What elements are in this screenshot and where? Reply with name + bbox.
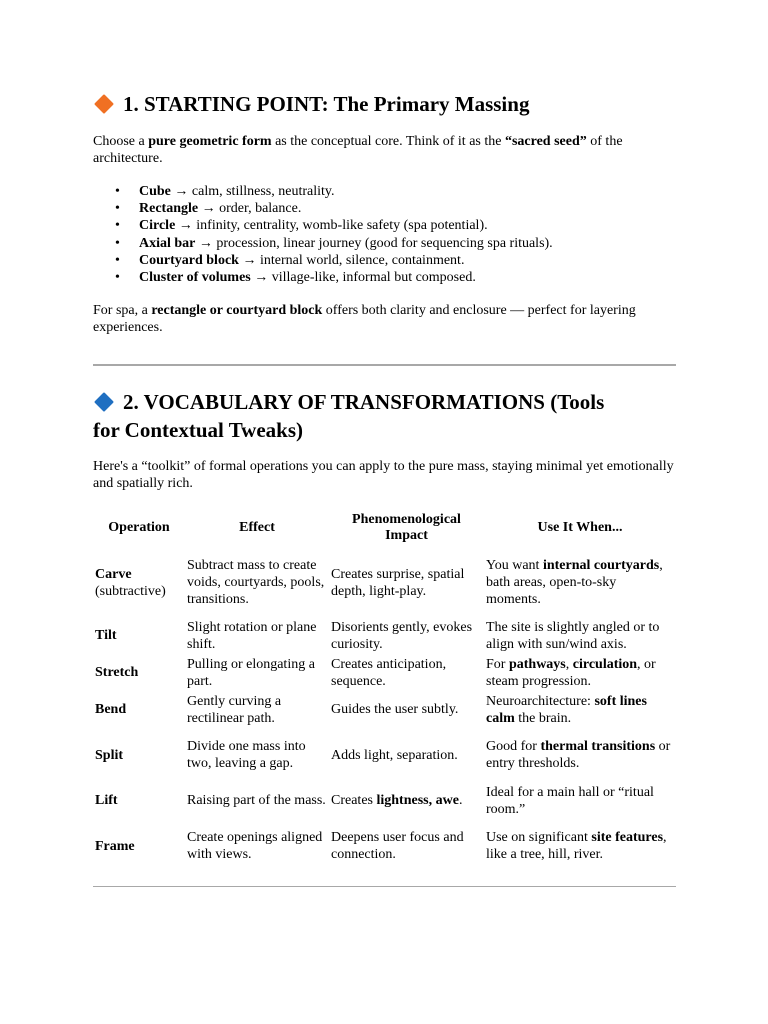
form-list — [115, 183, 675, 286]
operation-name: Tilt — [95, 628, 117, 643]
effect-cell: Subtract mass to create voids, courtyards, pools, transitions. — [187, 558, 325, 607]
operation-cell — [93, 654, 185, 691]
list-term: Circle — [139, 218, 176, 234]
operation-name: Bend — [95, 702, 127, 717]
use-bold: internal courtyards — [542, 558, 660, 573]
table-row — [93, 691, 676, 728]
use-cell: The site is slightly angled or to align with sun/wind axis. — [486, 619, 660, 652]
operation-name: Stretch — [95, 665, 139, 680]
use-bold: site features — [591, 830, 664, 845]
section-2-title-line-2: for Contextual Tweaks) — [93, 418, 303, 442]
bullet-icon: • — [115, 201, 120, 217]
operation-cell — [93, 819, 185, 873]
section-2-heading — [93, 388, 604, 416]
operation-cell — [93, 728, 185, 782]
list-item — [115, 200, 675, 217]
operation-name: Frame — [95, 838, 135, 854]
bullet-icon: • — [115, 252, 120, 268]
orange-diamond-icon — [94, 94, 114, 114]
effect-cell: Raising part of the mass. — [187, 793, 326, 808]
use-text: or entry thresholds. — [486, 739, 671, 771]
effect-cell: Slight rotation or plane shift. — [187, 619, 317, 652]
transformations-table — [93, 508, 676, 873]
list-desc: → procession, linear journey (good for sequencing spa rituals). — [195, 235, 553, 251]
table-row — [93, 548, 676, 617]
use-text: , — [565, 656, 573, 672]
list-desc: → calm, stillness, neutrality. — [170, 184, 335, 199]
use-bold: pathways — [508, 656, 566, 672]
use-text: Use on significant — [486, 830, 592, 845]
list-item — [115, 217, 675, 234]
closing-text: For spa, a — [93, 303, 152, 318]
intro-bold-sacred-seed: “sacred seed” — [504, 134, 587, 149]
impact-cell: Creates surprise, spatial depth, light-play. — [331, 566, 465, 599]
table-header-row — [93, 508, 676, 548]
table-row — [93, 617, 676, 654]
section-divider — [93, 364, 676, 366]
column-header-effect: Effect — [239, 520, 275, 535]
use-bold: circulation — [572, 656, 638, 672]
operation-cell — [93, 691, 185, 728]
operation-cell — [93, 548, 185, 617]
section-2-title-line-1: 2. VOCABULARY OF TRANSFORMATIONS (Tools — [123, 390, 605, 414]
effect-cell: Divide one mass into two, leaving a gap. — [187, 739, 306, 771]
use-text: , bath areas, open-to-sky moments. — [486, 558, 663, 607]
section-2-heading-cont — [93, 416, 604, 444]
use-cell — [484, 691, 676, 728]
use-text: , or steam progression. — [486, 656, 656, 689]
effect-cell: Pulling or elongating a part. — [187, 656, 315, 689]
impact-text: . — [458, 793, 463, 808]
table-row — [93, 728, 676, 782]
intro-text: Choose a — [93, 134, 149, 149]
section-1-heading-block — [93, 90, 529, 118]
bullet-icon: • — [115, 235, 120, 251]
list-desc: → infinity, centrality, womb-like safety (spa potential). — [175, 218, 488, 234]
list-item — [115, 269, 675, 286]
column-header-operation: Operation — [108, 520, 170, 535]
operation-cell — [93, 782, 185, 819]
table-row — [93, 819, 676, 873]
use-bold: thermal transitions — [540, 739, 656, 754]
section-1-heading — [93, 90, 529, 118]
use-cell: Ideal for a main hall or “ritual room.” — [486, 784, 654, 817]
section-divider — [93, 886, 676, 887]
impact-bold: lightness, awe — [376, 793, 459, 808]
impact-text: Creates — [331, 793, 377, 808]
use-bold: soft lines calm — [486, 693, 647, 726]
effect-cell: Create openings aligned with views. — [187, 830, 323, 862]
list-term: Cluster of volumes — [139, 270, 251, 286]
bullet-icon: • — [115, 184, 120, 199]
use-cell — [484, 548, 676, 617]
intro-bold-pure-form: pure geometric form — [148, 134, 272, 149]
closing-text: offers both clarity and enclosure — perfect for layering experiences. — [93, 303, 636, 335]
impact-cell: Guides the user subtly. — [331, 702, 459, 717]
use-cell — [484, 654, 676, 691]
use-text: You want — [486, 558, 543, 573]
list-desc: → village-like, informal but composed. — [250, 270, 476, 286]
list-item — [115, 252, 675, 269]
list-item — [115, 183, 675, 200]
list-term: Axial bar — [139, 235, 196, 251]
blue-diamond-icon — [94, 392, 114, 412]
use-cell — [484, 819, 676, 873]
list-term: Courtyard block — [139, 252, 239, 268]
use-text: the brain. — [514, 710, 572, 726]
effect-cell: Gently curving a rectilinear path. — [187, 693, 282, 726]
impact-cell: Disorients gently, evokes curiosity. — [331, 619, 473, 652]
use-cell — [484, 728, 676, 782]
section-1-intro — [93, 133, 676, 167]
section-1-closing — [93, 302, 676, 336]
operation-name: Carve — [95, 566, 132, 582]
list-desc: → internal world, silence, containment. — [238, 252, 465, 268]
intro-text: of the architecture. — [93, 134, 623, 166]
impact-cell: Deepens user focus and connection. — [331, 830, 464, 862]
list-term: Rectangle — [139, 201, 199, 217]
use-text: Neuroarchitecture: — [486, 693, 595, 709]
list-term: Cube — [139, 184, 171, 199]
operation-subtitle: (subtractive) — [95, 583, 166, 599]
column-header-impact: Phenomenological Impact — [352, 512, 461, 543]
column-header-use-it-when: Use It When... — [537, 520, 623, 535]
impact-cell: Creates anticipation, sequence. — [331, 656, 447, 689]
closing-bold: rectangle or courtyard block — [151, 303, 323, 318]
impact-cell — [329, 782, 484, 819]
operation-cell — [93, 617, 185, 654]
use-text: , like a tree, hill, river. — [486, 830, 667, 862]
table-row — [93, 654, 676, 691]
operation-name: Lift — [95, 793, 118, 808]
section-2-heading-block — [93, 388, 604, 444]
bullet-icon: • — [115, 218, 120, 234]
use-text: Good for — [486, 739, 541, 754]
bullet-icon: • — [115, 270, 120, 286]
section-2-intro: Here's a “toolkit” of formal operations you can apply to the pure mass, staying minimal yet emotionally and spatially rich. — [93, 459, 674, 491]
impact-cell: Adds light, separation. — [331, 747, 458, 763]
list-item — [115, 235, 675, 252]
list-desc: → order, balance. — [198, 201, 302, 217]
table-row — [93, 782, 676, 819]
section-1-title: 1. STARTING POINT: The Primary Massing — [123, 92, 530, 116]
intro-text: as the conceptual core. Think of it as the — [271, 134, 505, 149]
use-text: For — [486, 656, 509, 672]
operation-name: Split — [95, 747, 124, 763]
